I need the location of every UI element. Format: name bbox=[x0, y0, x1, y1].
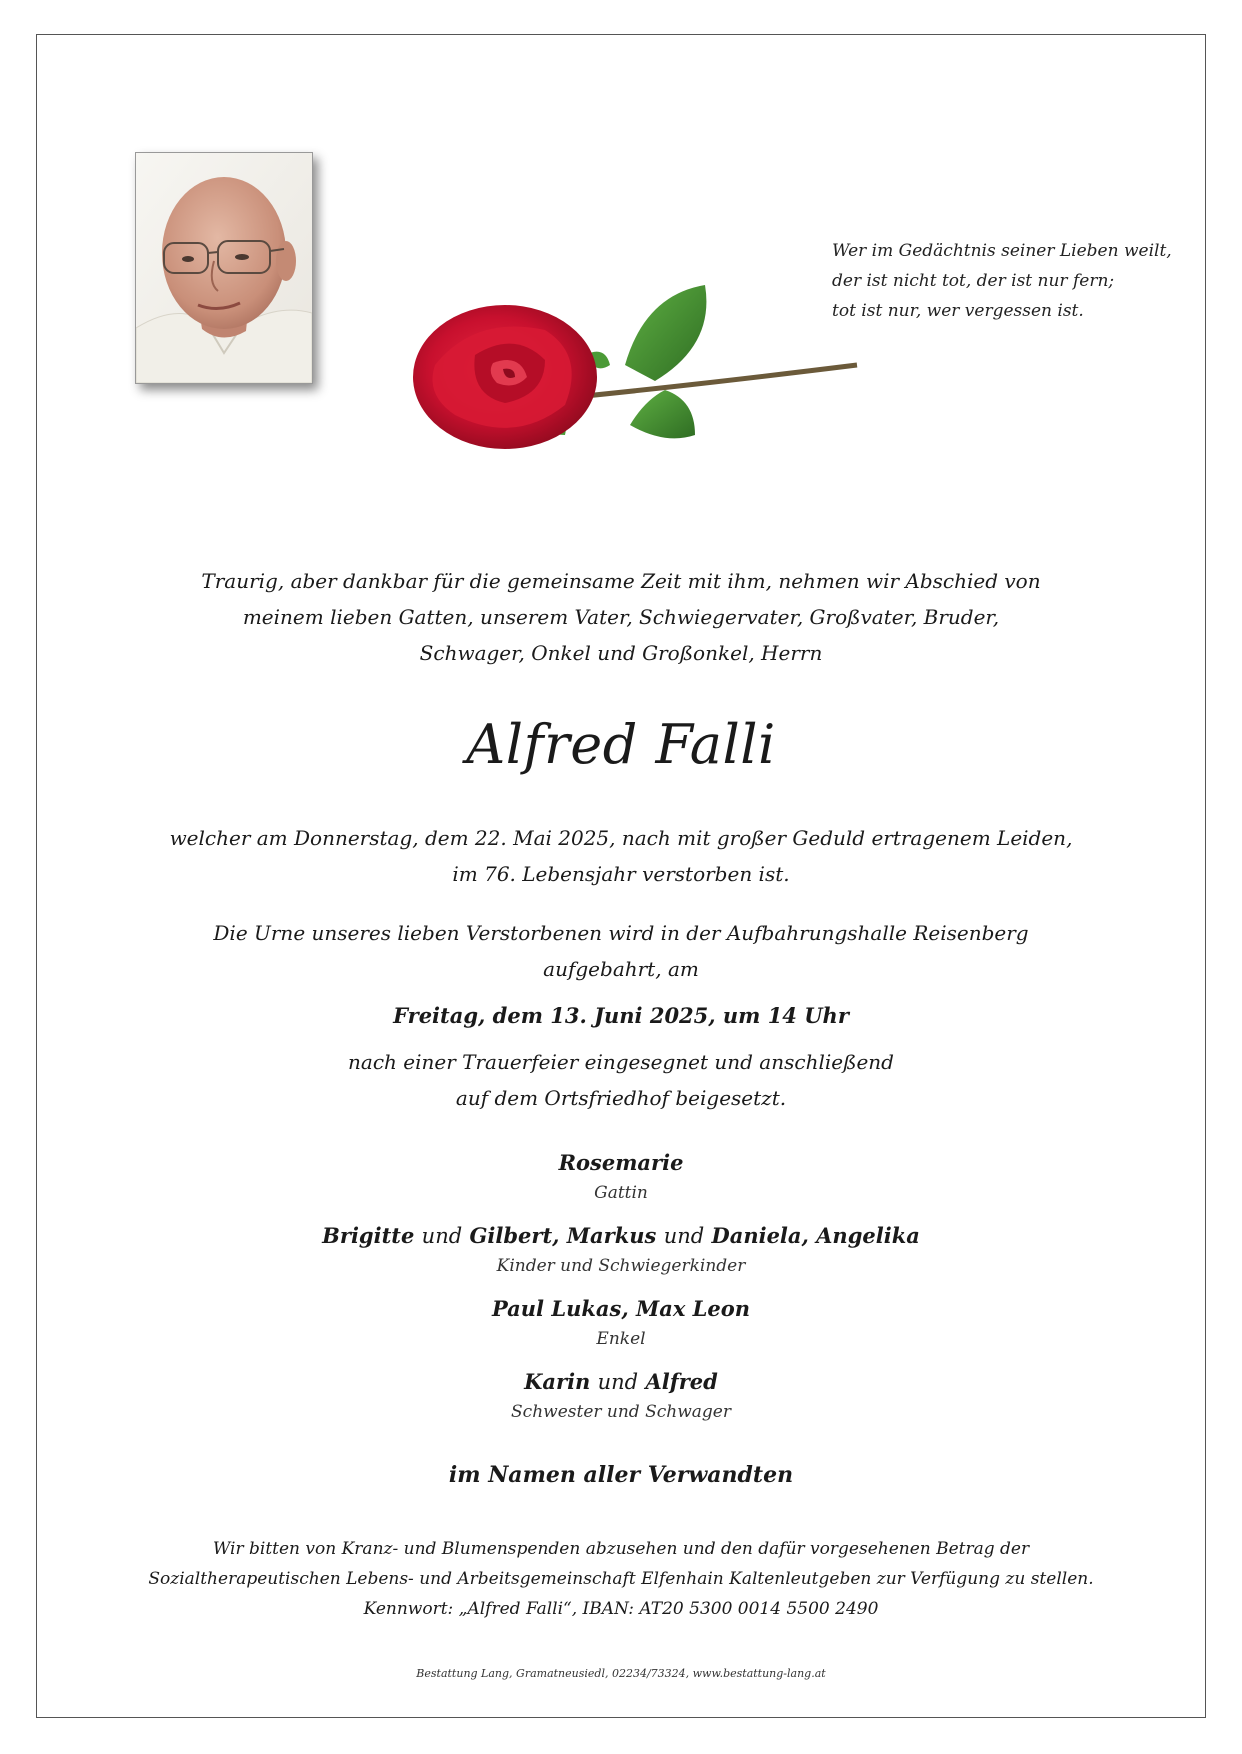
urn-line: Die Urne unseres lieben Verstorbenen wird in der Aufbahrungshalle Reisenberg bbox=[213, 921, 1029, 945]
mourner-names bbox=[36, 1219, 1206, 1253]
portrait-photo bbox=[135, 152, 313, 384]
quote-line: tot ist nur, wer vergessen ist. bbox=[832, 301, 1084, 321]
funeral-home-footer: Bestattung Lang, Gramatneusiedl, 02234/73324, www.bestattung-lang.at bbox=[416, 1667, 826, 1680]
mourner-name: Rosemarie bbox=[558, 1150, 684, 1175]
mourner-name: Daniela, Angelika bbox=[711, 1223, 920, 1248]
ceremony-date: Freitag, dem 13. Juni 2025, um 14 Uhr bbox=[393, 1003, 849, 1028]
memorial-quote bbox=[832, 236, 1172, 326]
quote-line: der ist nicht tot, der ist nur fern; bbox=[832, 271, 1115, 291]
burial-line: nach einer Trauerfeier eingesegnet und anschließend bbox=[348, 1050, 894, 1074]
rose-icon bbox=[395, 285, 875, 475]
burial-text bbox=[36, 1044, 1206, 1116]
mourner-name: Paul Lukas, Max Leon bbox=[491, 1296, 751, 1321]
family-group-2 bbox=[36, 1219, 1206, 1279]
deceased-name: Alfred Falli bbox=[466, 713, 776, 776]
mourner-relation: Schwester und Schwager bbox=[511, 1402, 731, 1422]
family-group-1 bbox=[36, 1146, 1206, 1206]
urn-text bbox=[36, 915, 1206, 987]
family-group-4 bbox=[36, 1365, 1206, 1425]
family-group-3 bbox=[36, 1292, 1206, 1352]
urn-line: aufgebahrt, am bbox=[543, 957, 699, 981]
donation-note bbox=[36, 1534, 1206, 1624]
intro-line: Traurig, aber dankbar für die gemeinsame Zeit mit ihm, nehmen wir Abschied von bbox=[201, 569, 1041, 593]
mourner-relation: Enkel bbox=[596, 1329, 646, 1349]
burial-line: auf dem Ortsfriedhof beigesetzt. bbox=[455, 1086, 787, 1110]
donation-line: Kennwort: „Alfred Falli“, IBAN: AT20 5300 0014 5500 2490 bbox=[363, 1599, 879, 1619]
intro-line: meinem lieben Gatten, unserem Vater, Schwiegervater, Großvater, Bruder, bbox=[242, 605, 1000, 629]
mourner-name: Brigitte bbox=[322, 1223, 415, 1248]
quote-line: Wer im Gedächtnis seiner Lieben weilt, bbox=[832, 241, 1172, 261]
mourner-relation: Kinder und Schwiegerkinder bbox=[496, 1256, 746, 1276]
death-line: welcher am Donnerstag, dem 22. Mai 2025, nach mit großer Geduld ertragenem Leiden, bbox=[169, 826, 1073, 850]
and-word: und bbox=[597, 1370, 639, 1394]
intro-line: Schwager, Onkel und Großonkel, Herrn bbox=[419, 641, 823, 665]
and-word: und bbox=[421, 1224, 463, 1248]
intro-text bbox=[36, 563, 1206, 671]
mourner-relation: Gattin bbox=[594, 1183, 648, 1203]
death-text bbox=[36, 820, 1206, 892]
closing-line: im Namen aller Verwandten bbox=[448, 1462, 794, 1488]
donation-line: Wir bitten von Kranz- und Blumenspenden abzusehen und den dafür vorgesehenen Betrag der bbox=[212, 1539, 1030, 1559]
mourner-name: Karin bbox=[524, 1369, 591, 1394]
and-word: und bbox=[663, 1224, 705, 1248]
death-line: im 76. Lebensjahr verstorben ist. bbox=[452, 862, 790, 886]
mourner-names bbox=[36, 1365, 1206, 1399]
mourner-name: Alfred bbox=[645, 1369, 718, 1394]
donation-line: Sozialtherapeutischen Lebens- und Arbeitsgemeinschaft Elfenhain Kaltenleutgeben zur Verfügung zu stellen. bbox=[148, 1569, 1094, 1589]
mourner-name: Gilbert, Markus bbox=[469, 1223, 657, 1248]
